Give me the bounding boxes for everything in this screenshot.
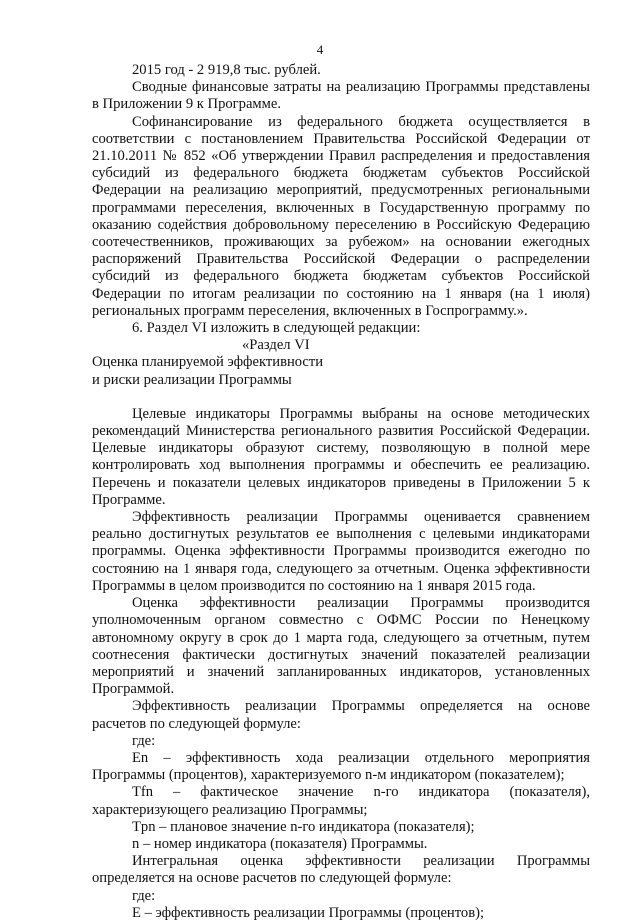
paragraph-tfn-definition: Tfn – фактическое значение n-го индикатора (показателя), характеризующего реализацию Программы; — [92, 784, 590, 818]
paragraph-target-indicators: Целевые индикаторы Программы выбраны на основе методических рекомендаций Министерства регионального развития Российской Федерации. Целевые индикаторы образуют систему, позволяющую в полной мере контролировать ход выполнения программы и обеспечить ее реализацию. Перечень и показатели целевых индикаторов приведены в Приложении 5 к Программе. — [92, 405, 590, 508]
paragraph-where-1: где: — [132, 732, 156, 749]
paragraph-e-definition: Е – эффективность реализации Программы (процентов); — [132, 904, 485, 921]
document-body — [92, 62, 590, 922]
paragraph-where-2: где: — [132, 887, 156, 904]
paragraph-tpn-definition: Tpn – плановое значение n-го индикатора (показателя); — [132, 818, 475, 835]
section-title-line-2: и риски реализации Программы — [92, 371, 292, 388]
paragraph-efficiency-assessment: Эффективность реализации Программы оценивается сравнением реально достигнутых результатов ее выполнения с целевыми индикаторами программы. Оценка эффективности Программы производится ежегодно по состоянию на 1 января года, следующего за отчетным. Оценка эффективности Программы в целом производится по состоянию на 1 января 2015 года. — [92, 509, 590, 594]
paragraph-section-instruction: 6. Раздел VI изложить в следующей редакции: — [132, 320, 421, 337]
paragraph-assessment-procedure: Оценка эффективности реализации Программы производится уполномоченным органом совместно с ОФМС России по Ненецкому автономному округу в срок до 1 марта года, следующего за отчетным, путем соотнесения фактически достигнутых значений показателей реализации мероприятий и значений запланированных индикаторов, установленных Программой. — [92, 595, 590, 698]
section-heading: «Раздел VI — [242, 337, 310, 354]
paragraph-formula-intro: Эффективность реализации Программы определяется на основе расчетов по следующей формуле: — [92, 698, 590, 732]
paragraph-en-definition: Еn – эффективность хода реализации отдельного мероприятия Программы (процентов), характеризуемого n-м индикатором (показателем); — [92, 749, 590, 784]
paragraph-cofinancing: Софинансирование из федерального бюджета осуществляется в соответствии с постановлением Правительства Российской Федерации от 21.10.2011 № 852 «Об утверждении Правил распределения и предоставления субсидий из федерального бюджета бюджетам субъектов Российской Федерации на реализацию мероприятий, предусмотренных региональными программами переселения, включенных в Государственную программу по оказанию содействия добровольному переселению в Российскую Федерацию соотечественников, проживающих за рубежом» на основании ежегодных распоряжений Правительства Российской Федерации о распределении субсидий из федерального бюджета бюджетам субъектов Российской Федерации по итогам реализации по состоянию на 1 января (на 1 июля) региональных программ переселения, включенных в Госпрограмму.». — [92, 113, 590, 319]
paragraph-n-definition: n – номер индикатора (показателя) Программы. — [132, 835, 428, 852]
section-title-line-1: Оценка планируемой эффективности — [92, 354, 324, 371]
paragraph-funding-2015: 2015 год - 2 919,8 тыс. рублей. — [132, 62, 321, 78]
paragraph-integral-assessment: Интегральная оценка эффективности реализации Программы определяется на основе расчетов по следующей формуле: — [92, 853, 590, 887]
page-number: 4 — [316, 42, 324, 57]
paragraph-summary-costs: Сводные финансовые затраты на реализацию Программы представлены в Приложении 9 к Программе. — [92, 79, 590, 113]
